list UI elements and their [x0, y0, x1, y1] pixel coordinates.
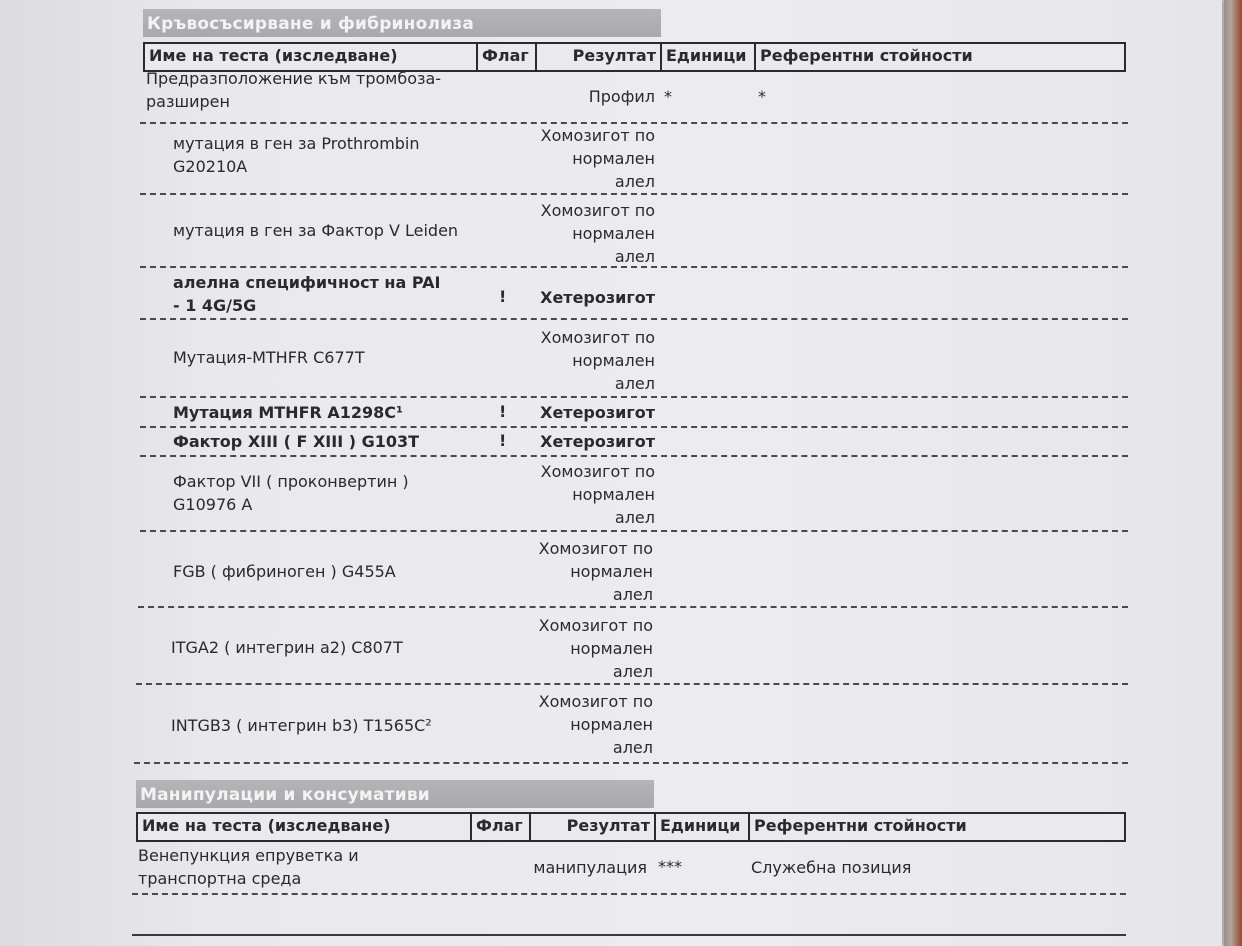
test-name: FGB ( фибриноген ) G455A: [173, 562, 396, 581]
row-divider: [140, 396, 1128, 398]
col-reference: Референтни стойности: [754, 816, 967, 835]
section-title-coagulation: Кръвосъсирване и фибринолиза: [143, 9, 661, 37]
test-flag: !: [499, 287, 507, 306]
test-name: Фактор XIII ( F XIII ) G103T: [173, 432, 420, 451]
col-test-name: Име на теста (изследване): [145, 44, 478, 70]
test-result: Хомозигот по нормален алел: [538, 616, 653, 681]
test-result: Хомозигот по нормален алел: [540, 201, 655, 266]
col-units: Единици: [662, 44, 756, 70]
col-flag: Флаг: [478, 44, 537, 70]
test-result: Хетерозигот: [540, 403, 655, 422]
col-result: Резултат: [537, 44, 662, 70]
test-result: Хомозигот по нормален алел: [540, 328, 655, 393]
test-name: INTGB3 ( интегрин b3) T1565C²: [171, 716, 432, 735]
test-result: Профил: [588, 87, 655, 106]
test-units: ***: [658, 857, 682, 876]
test-result: Хомозигот по нормален алел: [540, 126, 655, 191]
col-units: Единици: [656, 814, 750, 840]
row-divider: [136, 683, 1128, 685]
test-result: Хомозигот по нормален алел: [540, 462, 655, 527]
test-result: Хомозигот по нормален алел: [538, 539, 653, 604]
row-divider: [140, 530, 1128, 532]
test-reference: Служебна позиция: [751, 858, 912, 877]
test-name: Фактор VII ( проконвертин ) G10976 A: [173, 472, 409, 514]
test-name: Мутация-MTHFR C677T: [173, 348, 365, 367]
bottom-rule: [132, 934, 1126, 936]
test-result: Хомозигот по нормален алел: [538, 692, 653, 757]
col-test-name: Име на теста (изследване): [138, 814, 472, 840]
section-title-manipulations: Манипулации и консумативи: [136, 780, 654, 808]
row-divider: [140, 318, 1128, 320]
col-result: Резултат: [531, 814, 656, 840]
test-result: Хетерозигот: [540, 432, 655, 451]
row-divider: [132, 893, 1126, 895]
test-flag: !: [499, 402, 507, 421]
test-name: ITGA2 ( интегрин a2) C807T: [171, 638, 403, 657]
test-result: Хетерозигот: [540, 288, 655, 307]
test-reference: *: [758, 87, 766, 106]
row-divider: [140, 455, 1128, 457]
table-edge: [1224, 0, 1242, 946]
table-header-manipulations: [136, 812, 1126, 842]
row-divider: [140, 426, 1128, 428]
col-reference: Референтни стойности: [760, 46, 973, 65]
row-divider: [138, 606, 1128, 608]
row-divider: [140, 193, 1128, 195]
test-name: Предразположение към тромбоза- разширен: [146, 69, 442, 111]
test-flag: !: [499, 431, 507, 450]
row-divider: [140, 266, 1128, 268]
test-units: *: [664, 87, 672, 106]
test-name: алелна специфичност на PAI - 1 4G/5G: [173, 273, 441, 315]
test-result: манипулация: [533, 858, 647, 877]
test-name: мутация в ген за Prothrombin G20210A: [173, 134, 420, 176]
test-name: Венепункция епруветка и транспортна среда: [138, 846, 359, 888]
row-divider: [134, 762, 1128, 764]
test-name: мутация в ген за Фактор V Leiden: [173, 221, 459, 240]
test-name: Мутация MTHFR A1298C¹: [173, 403, 404, 422]
col-flag: Флаг: [472, 814, 531, 840]
